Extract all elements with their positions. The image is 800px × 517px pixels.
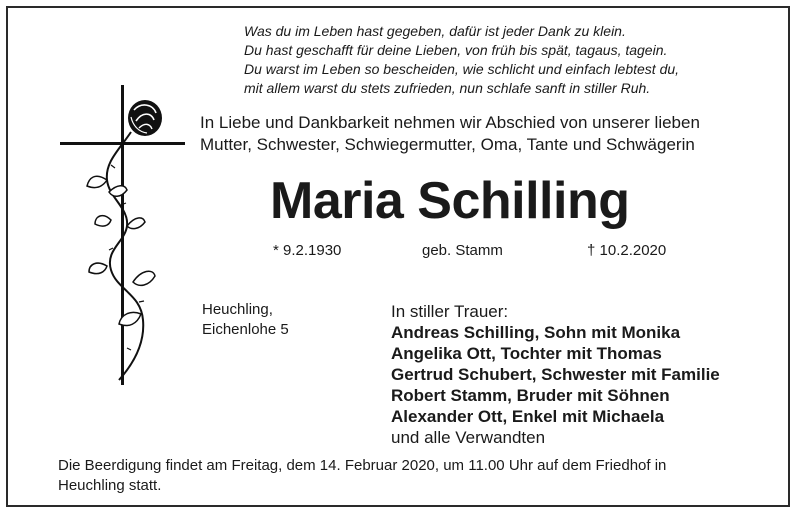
intro-line: In Liebe und Dankbarkeit nehmen wir Abschied von unserer lieben xyxy=(200,113,700,132)
mourner-entry: Gertrud Schubert, Schwester mit Familie xyxy=(391,365,720,384)
birth-date: * 9.2.1930 xyxy=(273,242,342,259)
mourners-list xyxy=(391,301,720,448)
death-date: † 10.2.2020 xyxy=(587,242,667,259)
funeral-notice xyxy=(58,456,758,496)
maiden-name: geb. Stamm xyxy=(422,242,503,259)
poem-line: Du hast geschafft für deine Lieben, von früh bis spät, tagaus, tagein. xyxy=(244,42,668,58)
deceased-name: Maria Schilling xyxy=(270,172,630,230)
memorial-poem xyxy=(244,22,784,98)
intro-line: Mutter, Schwester, Schwiegermutter, Oma, Tante und Schwägerin xyxy=(200,135,695,154)
funeral-notice-line: Die Beerdigung findet am Freitag, dem 14. Februar 2020, um 11.00 Uhr auf dem Friedhof in xyxy=(58,457,667,474)
address-block xyxy=(202,300,289,340)
mourners-closing: und alle Verwandten xyxy=(391,428,546,447)
mourner-entry: Alexander Ott, Enkel mit Michaela xyxy=(391,407,665,426)
intro-text xyxy=(200,112,760,156)
poem-line: mit allem warst du stets zufrieden, nun schlafe sanft in stiller Ruh. xyxy=(244,80,651,96)
address-line: Eichenlohe 5 xyxy=(202,321,289,338)
funeral-notice-line: Heuchling statt. xyxy=(58,477,162,494)
poem-line: Was du im Leben hast gegeben, dafür ist jeder Dank zu klein. xyxy=(244,23,626,39)
cross-with-rose-icon xyxy=(55,80,195,400)
mourner-entry: Robert Stamm, Bruder mit Söhnen xyxy=(391,386,670,405)
address-line: Heuchling, xyxy=(202,301,273,318)
mourner-entry: Andreas Schilling, Sohn mit Monika xyxy=(391,323,681,342)
poem-line: Du warst im Leben so bescheiden, wie schlicht und einfach lebtest du, xyxy=(244,61,680,77)
mourner-entry: Angelika Ott, Tochter mit Thomas xyxy=(391,344,662,363)
mourners-heading: In stiller Trauer: xyxy=(391,302,509,321)
